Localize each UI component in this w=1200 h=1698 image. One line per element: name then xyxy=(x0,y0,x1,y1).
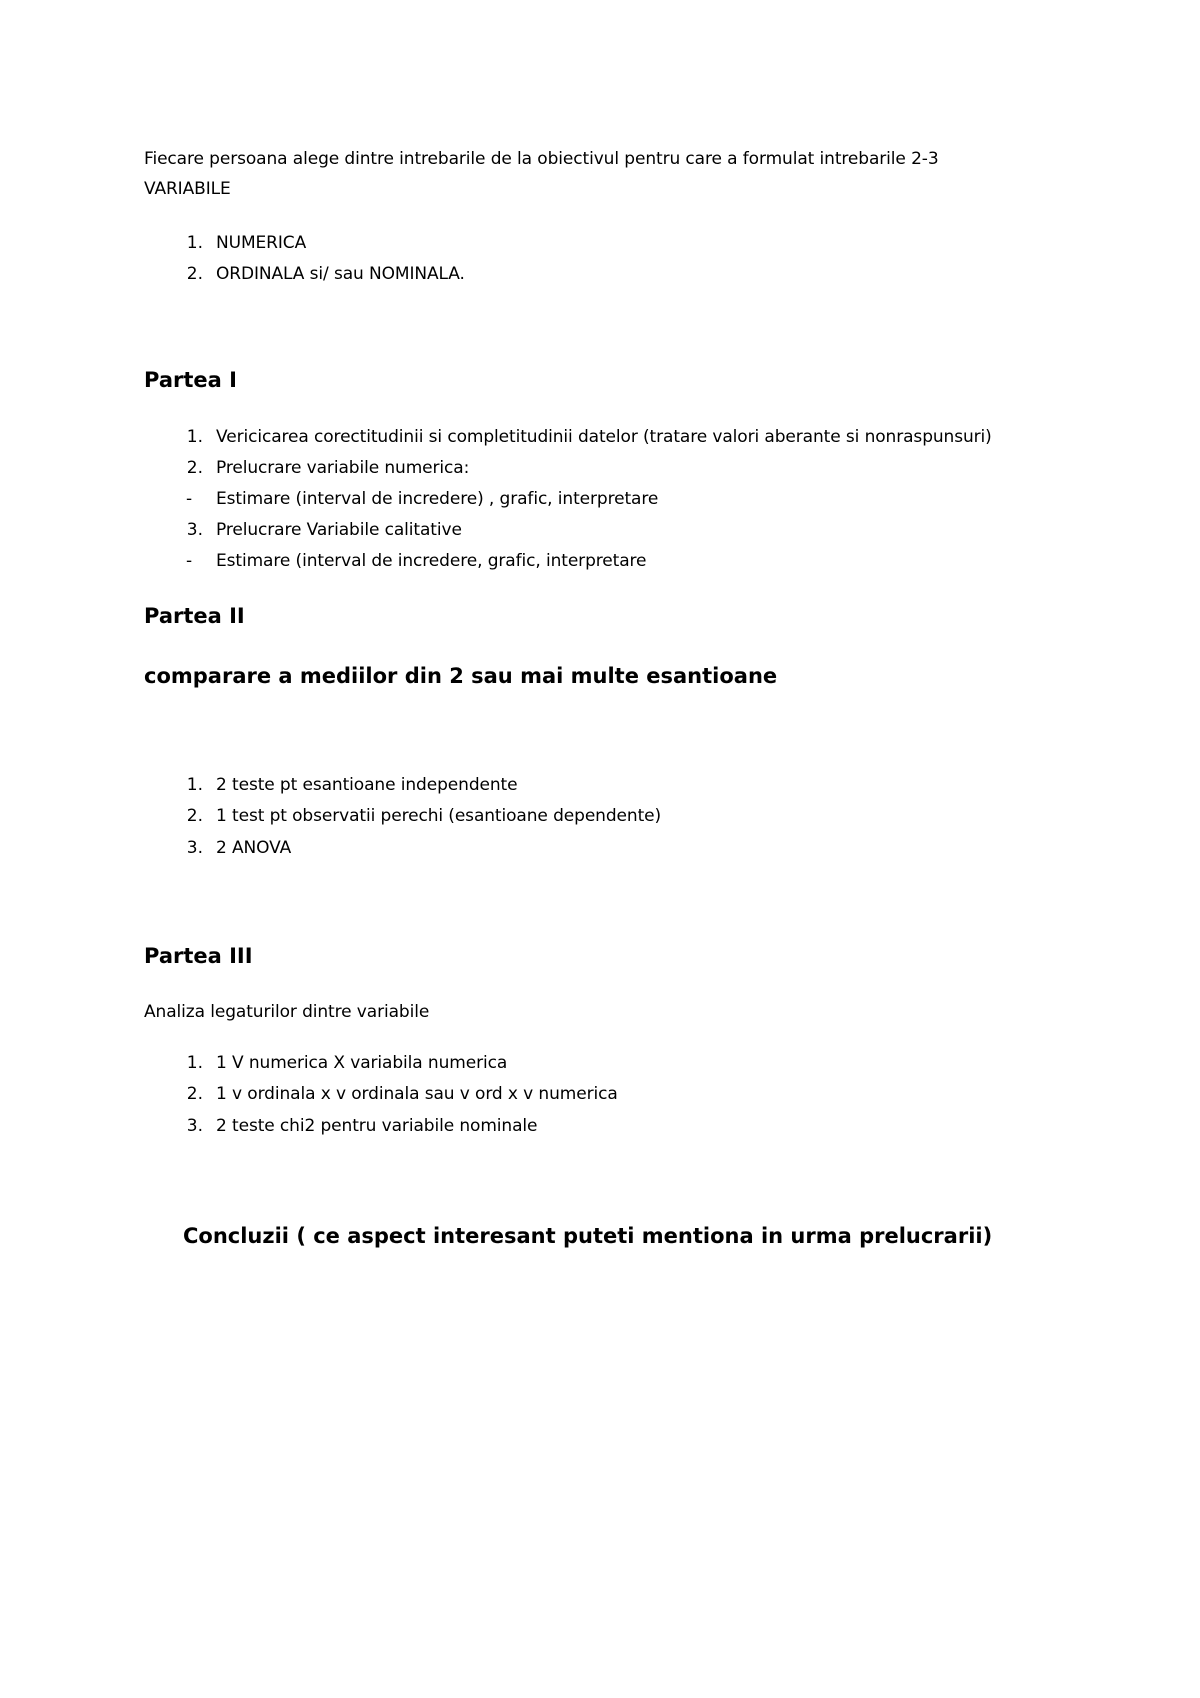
list-marker: 1. xyxy=(186,1053,203,1073)
list-marker: 1. xyxy=(186,233,203,253)
list-item: 1 v ordinala x v ordinala sau v ord x v numerica xyxy=(216,1084,618,1104)
list-item: 2 teste chi2 pentru variabile nominale xyxy=(216,1116,538,1136)
list-item: Vericicarea corectitudinii si completitudinii datelor (tratare valori aberante si nonraspunsuri) xyxy=(216,427,992,447)
part1-heading: Partea I xyxy=(144,368,237,392)
part2-heading: Partea II xyxy=(144,604,245,628)
list-item: 2 teste pt esantioane independente xyxy=(216,775,518,795)
list-item: 1 test pt observatii perechi (esantioane dependente) xyxy=(216,806,662,826)
list-item: Estimare (interval de incredere) , grafic, interpretare xyxy=(216,489,659,509)
list-marker: 2. xyxy=(186,1084,203,1104)
list-marker: 2. xyxy=(186,458,203,478)
list-marker: 1. xyxy=(186,775,203,795)
list-marker: 3. xyxy=(186,838,203,858)
list-item: NUMERICA xyxy=(216,233,307,253)
part2-subheading: comparare a mediilor din 2 sau mai multe esantioane xyxy=(144,664,778,688)
list-marker: 3. xyxy=(186,520,203,540)
list-item: Estimare (interval de incredere, grafic, interpretare xyxy=(216,551,647,571)
list-marker: 1. xyxy=(186,427,203,447)
list-item: ORDINALA si/ sau NOMINALA. xyxy=(216,264,465,284)
list-marker: - xyxy=(186,489,193,509)
part3-intro: Analiza legaturilor dintre variabile xyxy=(144,1002,430,1022)
list-marker: 2. xyxy=(186,264,203,284)
intro-line-2: VARIABILE xyxy=(144,179,231,199)
list-item: 1 V numerica X variabila numerica xyxy=(216,1053,508,1073)
part3-heading: Partea III xyxy=(144,944,253,968)
list-item: Prelucrare Variabile calitative xyxy=(216,520,462,540)
list-item: Prelucrare variabile numerica: xyxy=(216,458,470,478)
intro-line-1: Fiecare persoana alege dintre intrebarile de la obiectivul pentru care a formulat intrebarile 2-3 xyxy=(144,149,939,169)
list-marker: - xyxy=(186,551,193,571)
list-marker: 2. xyxy=(186,806,203,826)
list-item: 2 ANOVA xyxy=(216,838,292,858)
conclusion-heading: Concluzii ( ce aspect interesant puteti mentiona in urma prelucrarii) xyxy=(183,1224,993,1248)
list-marker: 3. xyxy=(186,1116,203,1136)
